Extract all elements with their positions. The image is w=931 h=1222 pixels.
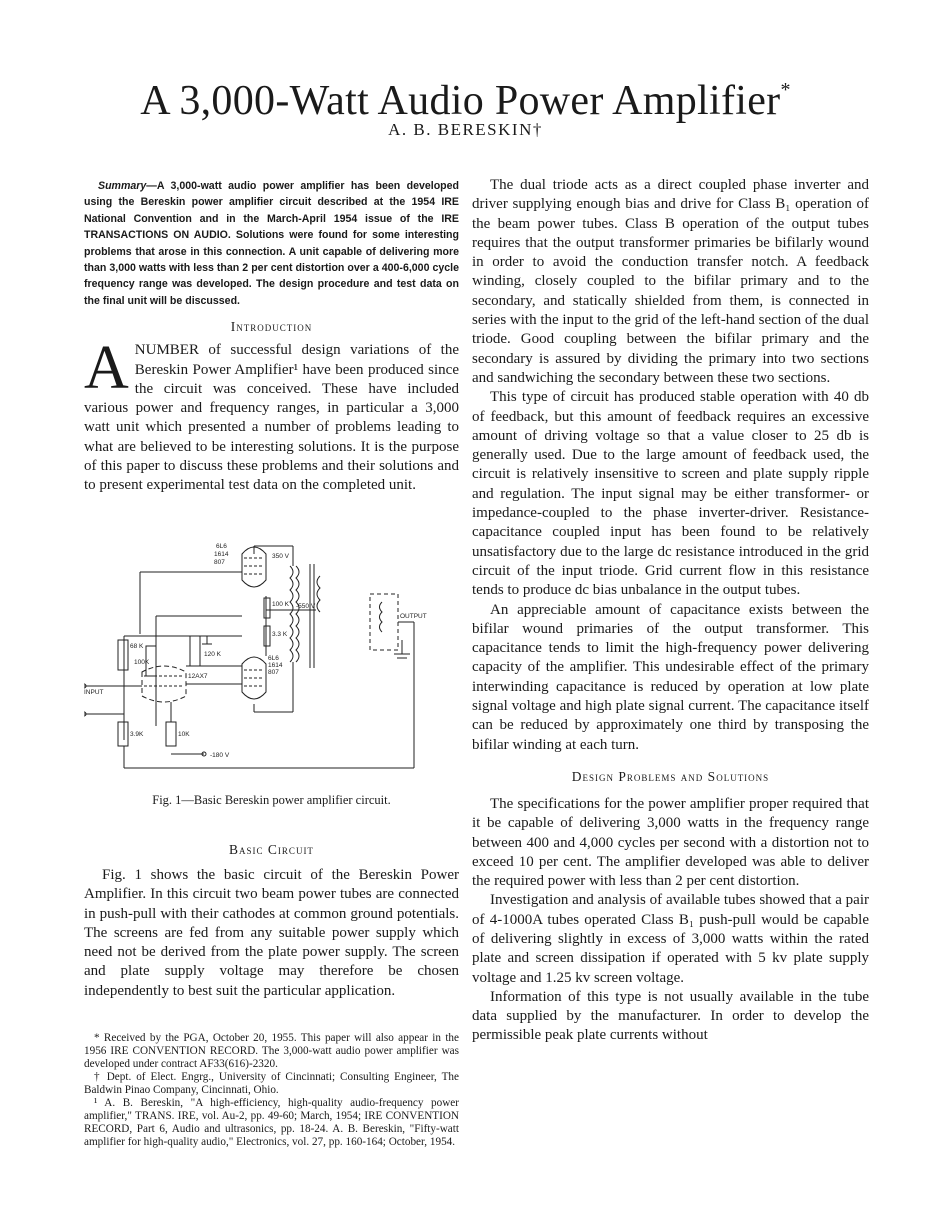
circuit-diagram	[84, 536, 464, 790]
drop-cap: A	[84, 334, 129, 403]
summary-label: Summary	[98, 180, 147, 192]
basic-circuit-heading: Basic Circuit	[229, 842, 314, 857]
article-author: A. B. BERESKIN†	[388, 120, 543, 139]
label-120k-resistor: 120 K	[204, 651, 221, 658]
label-input: INPUT	[84, 689, 104, 696]
label-33k-resistor: 3.3 K	[272, 631, 288, 638]
bottom-tube-symbol	[242, 657, 266, 699]
title-footnote-marker: *	[780, 79, 791, 101]
summary-paragraph	[84, 178, 459, 309]
paragraph-tube-data: Information of this type is not usually available in the tube data supplied by the manufacturer. In order to develop the permissible peak plate currents without	[472, 988, 869, 1044]
tube-top-label-3: 807	[214, 559, 225, 566]
label-12ax7: 12AX7	[188, 673, 208, 680]
label-neg180v: -180 V	[210, 752, 230, 759]
tube-top-label-1: 6L6	[216, 543, 227, 550]
footnotes	[84, 1032, 459, 1149]
footnote-affiliation: † Dept. of Elect. Engrg., University of Cincinnati; Consulting Engineer, The Baldwin Pinao Company, Cincinnati, Ohio.	[84, 1071, 459, 1096]
basic-circuit-section	[84, 842, 459, 1001]
tube-bottom-label-3: 807	[268, 669, 279, 676]
paragraph-specifications: The specifications for the power amplifier proper required that it be capable of delivering 3,000 watts in the frequency range between 400 and 4,000 cycles per second with a distortion not to exceed 10 per cent. The amplifier developed was able to deliver the required power with less than 2 per cent distortion.	[472, 795, 869, 890]
tube-top-label-2: 1614	[214, 551, 229, 558]
article-title	[0, 66, 931, 125]
title-text: A 3,000-Watt Audio Power Amplifier	[140, 78, 781, 124]
label-100k-left: 100K	[134, 659, 150, 666]
paragraph-dual-triode: The dual triode acts as a direct coupled phase inverter and driver supplying enough bias and drive for Class B₁ operation of the beam power tubes. Class B operation of the output tubes requires that the output transformer primaries be bifilarly wound in order to avoid the conduction transfer notch. A feedback winding, closely coupled to the bifilar primary and to the secondary, and statically shielded from them, is connected in series with the input to the grid of the left-hand section of the dual triode. Good coupling between the bifilar primary and the secondary is assured by dividing the primary into two sections and sandwiching the secondary between these two sections.	[472, 177, 869, 386]
footnote-received: * Received by the PGA, October 20, 1955. This paper will also appear in the 1956 IRE CONVENTION RECORD. The 3,000-watt audio power amplifier was developed under contract AF33(616)-2320.	[84, 1032, 459, 1070]
label-68k-resistor: 68 K	[130, 643, 144, 650]
circuit-schematic-svg	[84, 536, 464, 790]
paragraph-capacitance: An appreciable amount of capacitance exists between the bifilar wound primaries of the output transformer. This capacitance tends to limit the high-frequency power delivering capacity of the amplifier. This undesirable effect of the primary interwinding capacitance is reduced by operation at low plate signal voltage and high plate signal current. The capacitance itself can be reduced by approximately one third by transposing the bifilar winding at each turn.	[472, 601, 869, 753]
introduction-paragraph	[84, 334, 459, 495]
paragraph-tube-analysis: Investigation and analysis of available tubes showed that a pair of 4-1000A tubes operated Class B₁ push-pull would be capable of delivering slightly in excess of 3,000 watts within the rated plate and screen dissipation if operated with 5 kv plate supply voltage and 1.25 kv screen voltage.	[472, 892, 869, 986]
label-10k-resistor: 10K	[178, 731, 190, 738]
label-39k-resistor: 3.9K	[130, 731, 144, 738]
paragraph-feedback: This type of circuit has produced stable operation with 40 db of feedback, but this amount of feedback requires an excessive amount of driving voltage so that a value closer to 25 db is generally used. Due to the large amount of feedback used, the circuit is relatively insensitive to screen and plate supply ripple and regulation. The input signal may be either transformer- or impedance-coupled to the phase inverter-driver. Resistance-capacitance coupled input has been found to be relatively unsatisfactory due to the large dc resistance introduced in the grid circuit of the input triode. Grid current flow in this resistance tends to produce dc bias unbalance in the output tubes.	[472, 389, 869, 599]
basic-circuit-paragraph: Fig. 1 shows the basic circuit of the Bereskin Power Amplifier. In this circuit two beam power tubes are connected in push-pull with their cathodes at common ground potentials. The screens are fed from any suitable power supply which need not be derived from the plate power supply. The screen and plate supply voltage may therefore be chosen independently to best suit the particular application.	[84, 867, 459, 999]
introduction-heading: Introduction	[230, 319, 313, 335]
tube-bottom-label-2: 1614	[268, 662, 283, 669]
label-550v: -550 V	[296, 603, 316, 610]
summary-text: —A 3,000-watt audio power amplifier has been developed using the Bereskin power amplifier circuit described at the 1954 IRE National Convention and in the March-April 1954 issue of the IRE TRANSACTIONS ON AUDIO. Solutions were found for some interesting problems that arose in this connection. A unit capable of delivering more than 3,000 watts with less than 2 per cent distortion over a 400-6,000 cycle frequency range was developed. The design procedure and test data on the final unit will be discussed.	[84, 180, 459, 307]
figure-caption: Fig. 1—Basic Bereskin power amplifier circuit.	[152, 793, 391, 807]
tube-bottom-label-1: 6L6	[268, 655, 279, 662]
left-column	[84, 178, 459, 496]
right-column	[472, 176, 869, 1046]
transformer-primary	[290, 564, 314, 668]
introduction-text: NUMBER of successful design variations of the Bereskin Power Amplifier¹ have been produced since the circuit was conceived. These have included various power and frequency ranges, in particular a 3,000 watt unit which presented a number of problems leading to what are believed to be interesting solutions. It is the purpose of this paper to discuss these problems and their solutions and to present experimental test data on the completed unit.	[84, 342, 459, 494]
label-350v: 350 V	[272, 553, 289, 560]
label-output: OUTPUT	[400, 613, 427, 620]
footnote-references: ¹ A. B. Bereskin, "A high-efficiency, high-quality audio-frequency power amplifier," TRANS. IRE, vol. Au-2, pp. 49-60; March, 1954; IRE CONVENTION RECORD, Part 6, Audio and ultrasonics, pp. 18-24. A. B. Bereskin, "Fifty-watt amplifier for high-quality audio," Electronics, vol. 27, pp. 160-164; October, 1954.	[84, 1097, 459, 1148]
label-100k-resistor: 100 K	[272, 601, 289, 608]
design-problems-heading: Design Problems and Solutions	[571, 768, 770, 784]
